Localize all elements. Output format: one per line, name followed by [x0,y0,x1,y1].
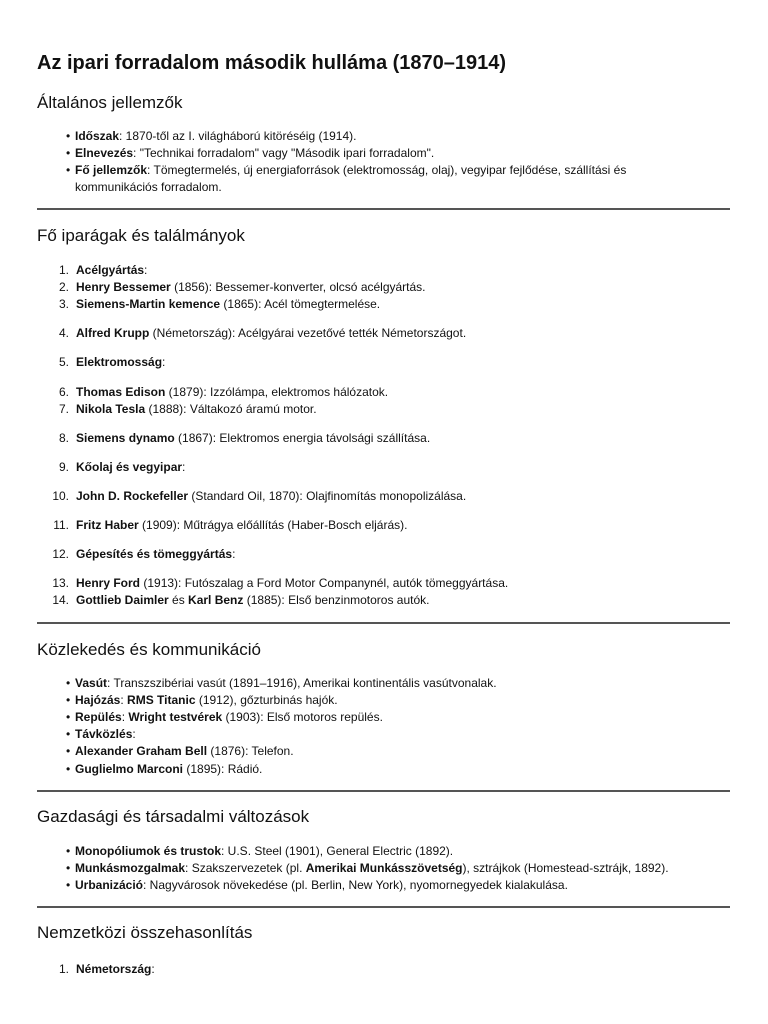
item-text: (1903): Első motoros repülés. [222,710,383,724]
bullet-icon: • [66,844,71,858]
item-text: (1879): Izzólámpa, elektromos hálózatok. [165,385,389,399]
numbered-item [40,517,730,534]
item-term: RMS Titanic [127,693,196,707]
item-term: John D. Rockefeller [76,489,189,503]
item-term: Munkásmozgalmak [75,861,186,875]
section-divider [37,208,730,210]
item-text: : [162,355,166,369]
item-term: Hajózás [75,693,121,707]
section-heading-general: Általános jellemzők [37,93,183,112]
item-term: Acélgyártás [76,263,145,277]
item-number: 13. [52,576,69,590]
item-number: 2. [58,280,69,294]
item-text: (1909): Műtrágya előállítás (Haber-Bosch eljárás). [138,518,408,532]
list-item [66,877,568,894]
item-term: Elektromosság [76,355,163,369]
list-item [66,128,356,145]
numbered-item [40,401,730,418]
item-text: (1885): Első benzinmotoros autók. [243,593,430,607]
numbered-item [40,325,730,342]
bullet-icon: • [66,861,71,875]
item-term: Alfred Krupp [76,326,150,340]
numbered-item [40,384,730,401]
item-term: Elnevezés [75,146,134,160]
item-number: 7. [58,402,69,416]
item-text: (1865): Acél tömegtermelése. [220,297,381,311]
item-term: Karl Benz [188,593,244,607]
item-text: ), sztrájkok (Homestead-sztrájk, 1892). [462,861,669,875]
bullet-icon: • [66,744,71,758]
item-term: Vasút [75,676,108,690]
numbered-item [40,430,730,447]
item-text: és [168,593,189,607]
section-heading-international: Nemzetközi összehasonlítás [37,923,253,942]
item-term: Thomas Edison [76,385,166,399]
item-text: : U.S. Steel (1901), General Electric (1892). [221,844,454,858]
bullet-icon: • [66,710,71,724]
item-term: Gépesítés és tömeggyártás [76,547,233,561]
item-number: 14. [52,593,69,607]
item-term: Kőolaj és vegyipar [76,460,183,474]
item-text: : Nagyvárosok növekedése (pl. Berlin, New York), nyomornegyedek kialakulása. [143,878,568,892]
section-heading-industries: Fő iparágak és találmányok [37,226,245,245]
item-text: (1913): Futószalag a Ford Motor Companynél, autók tömeggyártása. [140,576,509,590]
bullet-icon: • [66,762,71,776]
item-text: (1895): Rádió. [183,762,263,776]
section-heading-transport: Közlekedés és kommunikáció [37,640,261,659]
item-number: 8. [58,431,69,445]
item-text: (1856): Bessemer-konverter, olcsó acélgyártás. [170,280,426,294]
item-term: Repülés [75,710,122,724]
numbered-item [40,459,730,476]
item-text: : Szakszervezetek (pl. [185,861,306,875]
section-heading-economy: Gazdasági és társadalmi változások [37,807,310,826]
item-number: 9. [58,460,69,474]
bullet-icon: • [66,676,71,690]
list-item [66,692,338,709]
list-item [66,761,262,778]
item-text: : [121,710,129,724]
item-term: Időszak [75,129,120,143]
item-text: : [232,547,236,561]
item-term: Urbanizáció [75,878,144,892]
numbered-item [40,296,730,313]
item-text: : [120,693,128,707]
item-term: Alexander Graham Bell [75,744,208,758]
numbered-item [40,575,730,592]
item-text: : Transzszibériai vasút (1891–1916), Amerikai kontinentális vasútvonalak. [107,676,497,690]
item-term: Henry Ford [76,576,141,590]
item-term: Nikola Tesla [76,402,146,416]
bullet-icon: • [66,693,71,707]
list-item [66,162,626,179]
item-term: Amerikai Munkásszövetség [305,861,463,875]
numbered-item [40,262,730,279]
list-item [66,145,434,162]
item-text: (1888): Váltakozó áramú motor. [145,402,317,416]
bullet-icon: • [66,727,71,741]
item-text: (Standard Oil, 1870): Olajfinomítás monopolizálása. [188,489,467,503]
list-item [66,675,497,692]
item-text: : [132,727,136,741]
page-title: Az ipari forradalom második hulláma (1870–1914) [37,52,507,74]
item-text: (1912), gőzturbinás hajók. [195,693,338,707]
numbered-item [40,546,730,563]
list-item [66,709,383,726]
item-number: 6. [58,385,69,399]
item-number: 5. [58,355,69,369]
item-text: : [151,962,155,976]
item-text: : [182,460,186,474]
bullet-icon: • [66,163,71,177]
item-text: : 1870-től az I. világháború kitöréséig (1914). [119,129,357,143]
numbered-item [40,592,730,609]
numbered-item [40,279,730,296]
item-number: 11. [53,518,69,532]
bullet-icon: • [66,146,71,160]
list-item [66,743,294,760]
item-term: Henry Bessemer [76,280,171,294]
list-item-continuation: kommunikációs forradalom. [75,180,222,194]
item-number: 10. [52,489,69,503]
item-term: Fritz Haber [76,518,139,532]
item-number: 3. [58,297,69,311]
bullet-icon: • [66,878,71,892]
numbered-item [40,961,730,978]
bullet-icon: • [66,129,71,143]
section-divider [37,906,730,908]
list-item [66,860,669,877]
item-text: : "Technikai forradalom" vagy "Második ipari forradalom". [133,146,435,160]
item-number: 4. [58,326,69,340]
item-term: Monopóliumok és trustok [75,844,222,858]
list-item [66,843,453,860]
numbered-item [40,488,730,505]
item-term: Guglielmo Marconi [75,762,184,776]
item-text: : Tömegtermelés, új energiaforrások (elektromosság, olaj), vegyipar fejlődése, szállítási és [147,163,627,177]
item-text: (1876): Telefon. [207,744,294,758]
item-text: (1867): Elektromos energia távolsági szállítása. [174,431,431,445]
item-number: 12. [52,547,69,561]
item-term: Fő jellemzők [75,163,148,177]
numbered-item [40,354,730,371]
section-divider [37,790,730,792]
item-number: 1. [58,263,69,277]
item-term: Siemens-Martin kemence [76,297,221,311]
item-term: Németország [76,962,152,976]
item-text: (Németország): Acélgyárai vezetővé tették Németországot. [149,326,467,340]
section-divider [37,622,730,624]
item-term: Wright testvérek [128,710,223,724]
item-term: Gottlieb Daimler [76,593,169,607]
item-term: Távközlés [75,727,133,741]
item-term: Siemens dynamo [76,431,175,445]
item-text: : [144,263,148,277]
item-number: 1. [58,962,69,976]
list-item [66,726,136,743]
